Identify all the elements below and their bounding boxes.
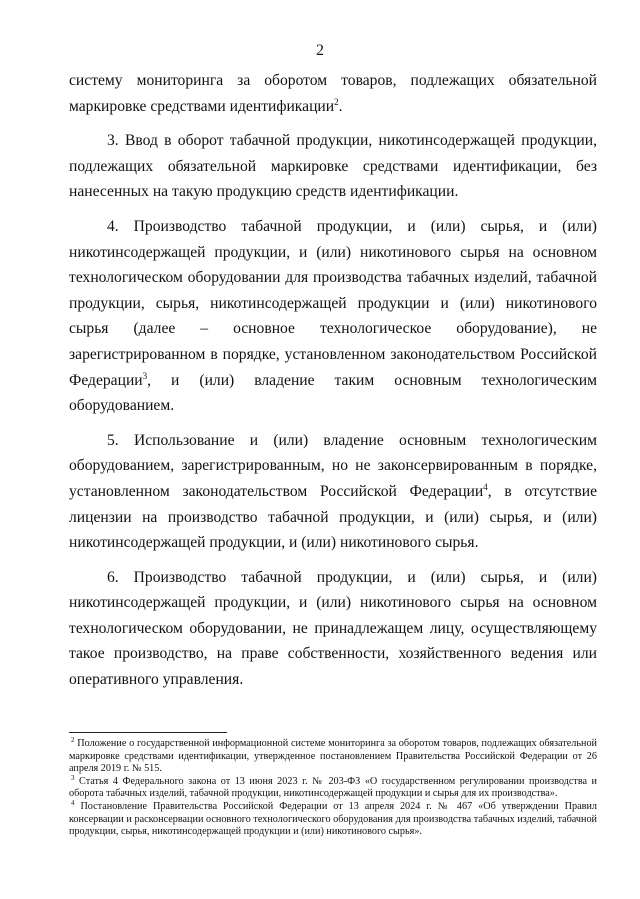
body-text [69,68,597,693]
paragraph-item-4: 4. Производство табачной продукции, и (или) сырья, и (или) никотинсодержащей продукции, и (или) никотинового сырья на основном технологическом оборудовании для производства табачных изделий, табачной продукции, сырья, никотинсодержащей продукции и (или) никотинового сырья (далее – основное технологическое оборудование), не зарегистрированном в порядке, установленном законодательством Российской Федерации$^3$, и (или) владение таким основным технологическим оборудованием. [69,217,597,415]
footnote-ref-2: 2 [334,96,339,107]
page-number: 2 [316,42,324,59]
footnotes [69,738,597,839]
paragraph-continuation: систему мониторинга за оборотом товаров, подлежащих обязательной маркировке средствами идентификации$^2$. [69,72,597,115]
paragraph-item-6: 6. Производство табачной продукции, и (или) сырья, и (или) никотинсодержащей продукции, и (или) никотинового сырья на основном технологическом оборудовании, не принадлежащем лицу, осуществляющему такое производство, на праве собственности, хозяйственного ведения или оперативного управления. [69,568,597,689]
paragraph-item-3: 3. Ввод в оборот табачной продукции, никотинсодержащей продукции, подлежащих обязательной маркировке средствами идентификации, без нанесенных на такую продукцию средств идентификации. [69,132,597,201]
paragraph-item-5: 5. Использование и (или) владение основным технологическим оборудованием, зарегистрированным, но не законсервированным в порядке, установленном законодательством Российской Федерации$^4$, в отсутствие лицензии на производство табачной продукции, и (или) сырья, и (или) никотинсодержащей продукции, и (или) никотинового сырья. [69,431,597,552]
footnote-2: $^2$ Положение о государственной информационной системе мониторинга за оборотом товаров, подлежащих обязательной маркировке средствами идентификации, утвержденное постановлением Правительства Российской Федерации от 26 апреля 2019 г. № 515. [69,736,597,775]
footnote-4: $^4$ Постановление Правительства Российской Федерации от 13 апреля 2024 г. № 467 «Об утверждении Правил консервации и расконсервации основного технологического оборудования для производства табачных изделий, табачной продукции, сырья, никотинсодержащей продукции и (или) никотинового сырья». [69,798,597,838]
footnote-divider [69,732,227,733]
footnote-3: $^3$ Статья 4 Федерального закона от 13 июня 2023 г. № 203-ФЗ «О государственном регулировании производства и оборота табачных изделий, табачной продукции, никотинсодержащей продукции и сырья для их производства». [69,773,598,800]
footnote-ref-3: 3 [142,370,148,381]
footnote-ref-4: 4 [483,481,488,492]
